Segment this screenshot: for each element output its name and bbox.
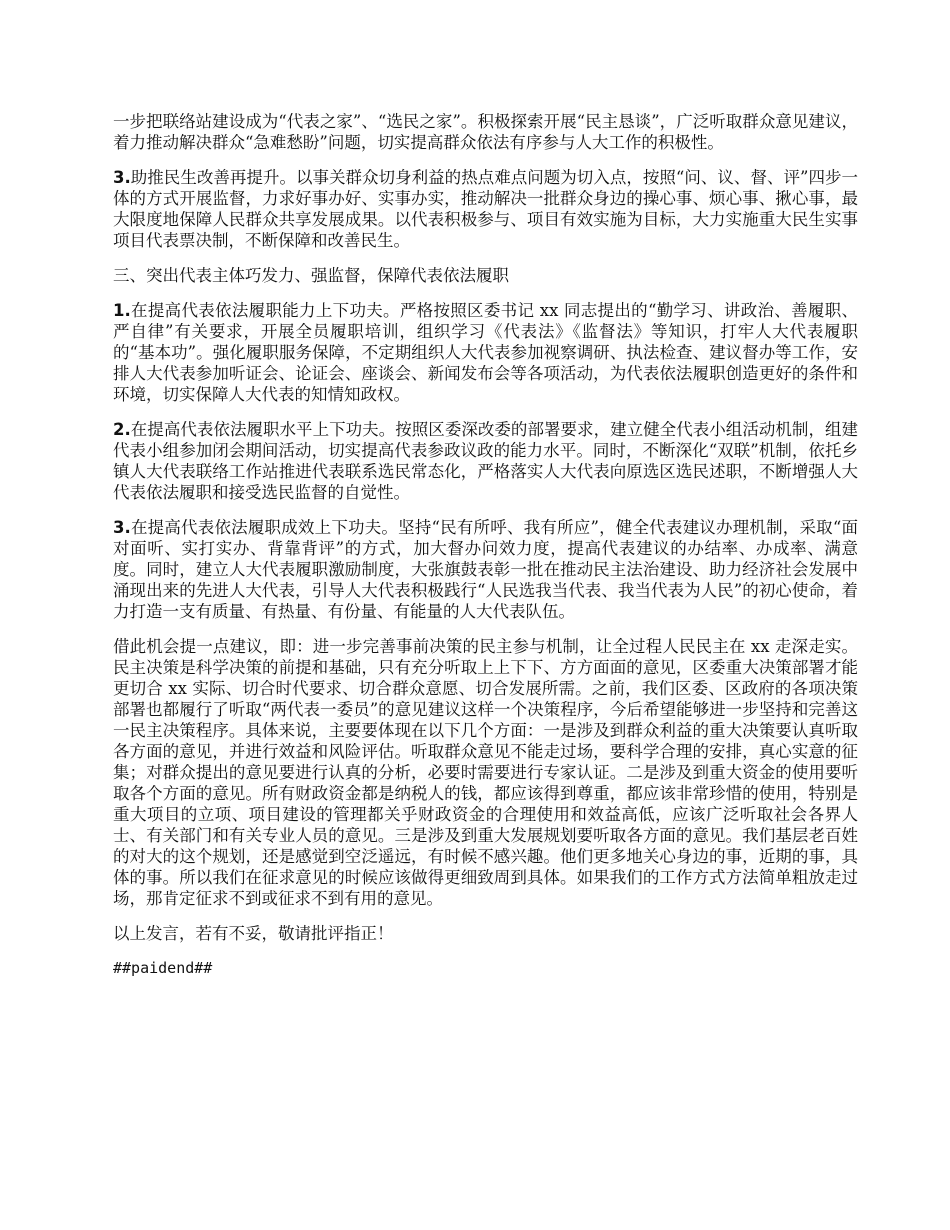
- paragraph-text: 在提高代表依法履职成效上下功夫。坚持“民有所呼、我有所应”，健全代表建议办理机制，采取“面对面听、实打实办、背靠背评”的方式，加大督办问效力度，提高代表建议的办结率、办成率、满意度。同时，建立人大代表履职激励制度，大张旗鼓表彰一批在推动民主法治建设、助力经济社会发展中涌现出来的先进人大代表，引导人大代表积极践行“人民选我当代表、我当代表为人民”的初心使命，着力打造一支有质量、有热量、有份量、有能量的人大代表队伍。: [113, 518, 858, 621]
- section-heading: [113, 265, 858, 286]
- paragraph-number: 3.: [113, 518, 131, 537]
- paragraph-number: 2.: [113, 420, 131, 439]
- paragraph-5: [113, 517, 858, 622]
- paragraph-text: 借此机会提一点建议，即：进一步完善事前决策的民主参与机制，让全过程人民民主在 xx 走深走实。民主决策是科学决策的前提和基础，只有充分听取上上下下、方方面面的意见，区委重大决策部署才能更切合 xx 实际、切合时代要求、切合群众意愿、切合发展所需。之前，我们区委、区政府的各项决策部署也都履行了听取“两代表一委员”的意见建议这样一个决策程序，今后希望能够进一步坚持和完善这一民主决策程序。具体来说，主要要体现在以下几个方面：一是涉及到群众利益的重大决策要认真听取各方面的意见，并进行效益和风险评估。听取群众意见不能走过场，要科学合理的安排，真心实意的征集；对群众提出的意见要进行认真的分析，必要时需要进行专家认证。二是涉及到重大资金的使用要听取各个方面的意见。所有财政资金都是纳税人的钱，都应该得到尊重，都应该非常珍惜的使用，特别是重大项目的立项、项目建设的管理都关乎财政资金的合理使用和效益高低，应该广泛听取社会各界人士、有关部门和有关专业人员的意见。三是涉及到重大发展规划要听取各方面的意见。我们基层老百姓的对大的这个规划，还是感觉到空泛遥远，有时候不感兴趣。他们更多地关心身边的事，近期的事，具体的事。所以我们在征求意见的时候应该做得更细致周到具体。如果我们的工作方式方法简单粗放走过场，那肯定征求不到或征求不到有用的意见。: [113, 637, 858, 908]
- paragraph-text: 以上发言，若有不妥，敬请批评指正！: [113, 924, 394, 943]
- paragraph-7: [113, 923, 858, 944]
- paragraph-text: 一步把联络站建设成为“代表之家”、“选民之家”。积极探索开展“民主恳谈”，广泛听取群众意见建议，着力推动解决群众“急难愁盼”问题，切实提高群众依法有序参与人大工作的积极性。: [113, 112, 858, 152]
- document-body: [113, 111, 858, 993]
- paragraph-text: 在提高代表依法履职能力上下功夫。严格按照区委书记 xx 同志提出的“勤学习、讲政治、善履职、严自律”有关要求，开展全员履职培训，组织学习《代表法》《监督法》等知识，打牢人大代表履职的“基本功”。强化履职服务保障，不定期组织人大代表参加视察调研、执法检查、建议督办等工作，安排人大代表参加听证会、论证会、座谈会、新闻发布会等各项活动，为代表依法履职创造更好的条件和环境，切实保障人大代表的知情知政权。: [113, 301, 858, 404]
- paragraph-3: [113, 300, 858, 405]
- paragraph-2: [113, 167, 858, 251]
- paragraph-1: [113, 111, 858, 153]
- paragraph-6: [113, 636, 858, 909]
- paragraph-text: 在提高代表依法履职水平上下功夫。按照区委深改委的部署要求，建立健全代表小组活动机制，组建代表小组参加闭会期间活动，切实提高代表参政议政的能力水平。同时，不断深化“双联”机制，依托乡镇人大代表联络工作站推进代表联系选民常态化，严格落实人大代表向原选区选民述职，不断增强人大代表依法履职和接受选民监督的自觉性。: [113, 420, 858, 502]
- end-marker: ##paidend##: [113, 959, 213, 977]
- paragraph-number: 3.: [113, 168, 131, 187]
- paragraph-number: 1.: [113, 301, 131, 320]
- paragraph-4: [113, 419, 858, 503]
- heading-text: 三、突出代表主体巧发力、强监督，保障代表依法履职: [113, 266, 509, 285]
- paragraph-text: 助推民生改善再提升。以事关群众切身利益的热点难点问题为切入点，按照“问、议、督、评”四步一体的方式开展监督，力求好事办好、实事办实，推动解决一批群众身边的操心事、烦心事、揪心事，最大限度地保障人民群众共享发展成果。以代表积极参与、项目有效实施为目标，大力实施重大民生实事项目代表票决制，不断保障和改善民生。: [113, 168, 858, 250]
